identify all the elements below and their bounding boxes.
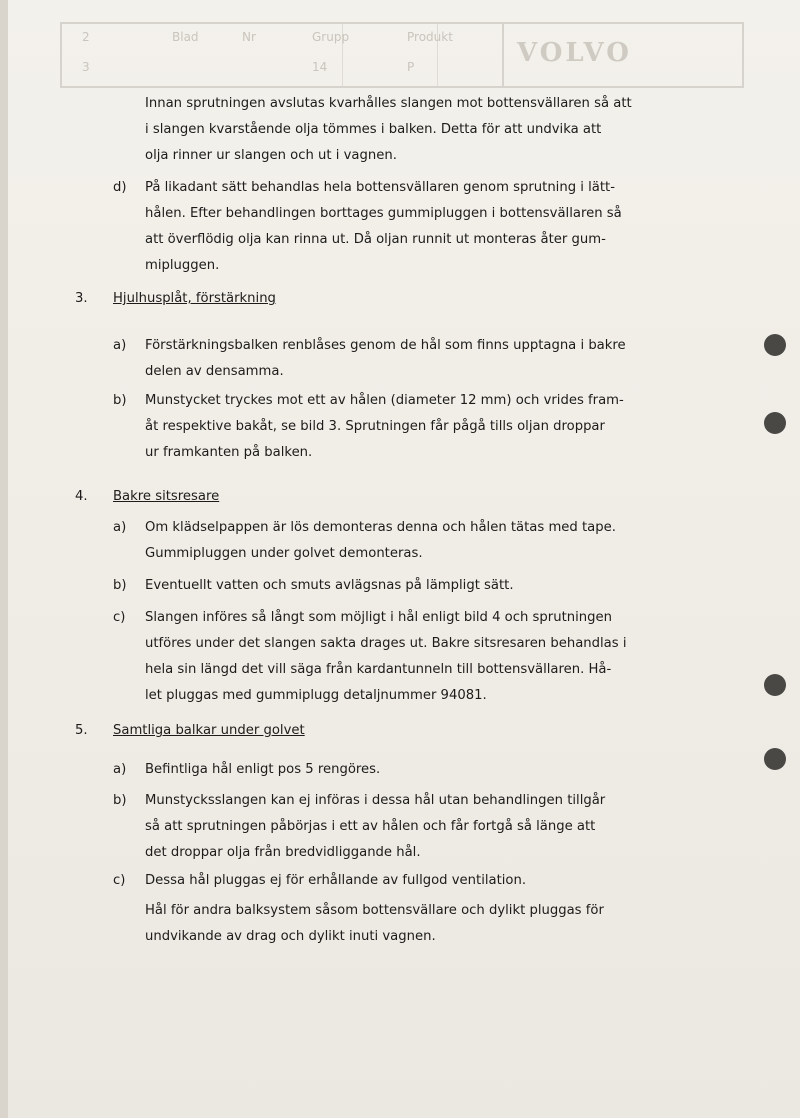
text-line: undvikande av drag och dylikt inuti vagnen. [145,929,436,944]
section-5-item-c [145,868,526,894]
item-marker: b) [113,393,127,408]
text-line: Slangen införes så långt som möjligt i hål enligt bild 4 och sprutningen [145,610,612,625]
text-line: Eventuellt vatten och smuts avlägsnas på lämpligt sätt. [145,578,514,593]
header-produkt-label: Produkt [407,30,453,44]
item-marker: d) [113,180,127,195]
text-line: Munstycksslangen kan ej införas i dessa hål utan behandlingen tillgår [145,793,606,808]
text-line: att överflödig olja kan rinna ut. Då oljan runnit ut monteras åter gum- [145,232,606,247]
section-4-item-a [145,515,616,567]
section-5-item-a [145,757,380,783]
text-line: Hål för andra balksystem såsom bottensvällare och dylikt pluggas för [145,903,604,918]
item-d-text [145,175,622,279]
section-3-heading: Hjulhusplåt, förstärkning [113,291,276,306]
section-5-heading: Samtliga balkar under golvet [113,723,305,738]
text-line: Dessa hål pluggas ej för erhållande av fullgod ventilation. [145,873,527,888]
punch-hole [764,674,786,696]
section-5-note [145,898,604,950]
text-line: åt respektive bakåt, se bild 3. Sprutningen får pågå tills oljan droppar [145,419,605,434]
text-line: så att sprutningen påbörjas i ett av hålen och får fortgå så länge att [145,819,596,834]
header-blad-label: Blad [172,30,199,44]
text-line: mipluggen. [145,258,220,273]
section-4-heading: Bakre sitsresare [113,489,220,504]
text-line: i slangen kvarstående olja tömmes i balken. Detta för att undvika att [145,122,602,137]
section-3-item-b [145,388,624,466]
header-grupp-label: Grupp [312,30,350,44]
header-produkt-value: P [407,60,415,74]
punch-hole [764,412,786,434]
item-marker: c) [113,610,126,625]
item-marker: c) [113,873,126,888]
text-line: Gummipluggen under golvet demonteras. [145,546,423,561]
text-line: hela sin längd det vill säga från kardantunneln till bottensvällaren. Hå- [145,662,612,677]
header-grupp-value: 14 [312,60,328,74]
text-line: Munstycket tryckes mot ett av hålen (diameter 12 mm) och vrides fram- [145,393,624,408]
item-marker: b) [113,578,127,593]
intro-paragraph [145,91,632,169]
volvo-logo: VOLVO [517,38,632,68]
text-line: Förstärkningsbalken renblåses genom de hål som finns upptagna i bakre [145,338,626,353]
section-number: 3. [75,291,88,306]
header-table [60,22,744,88]
header-divider [502,24,504,86]
section-number: 4. [75,489,88,504]
item-marker: a) [113,338,127,353]
punch-hole [764,748,786,770]
item-marker: a) [113,520,127,535]
page-edge-shadow [0,0,8,1118]
text-line: det droppar olja från bredvidliggande hål. [145,845,421,860]
text-line: delen av densamma. [145,364,284,379]
text-line: På likadant sätt behandlas hela bottensvällaren genom sprutning i lätt- [145,180,615,195]
section-4-item-c [145,605,626,709]
text-line: Om klädselpappen är lös demonteras denna och hålen tätas med tape. [145,520,616,535]
section-number: 5. [75,723,88,738]
text-line: olja rinner ur slangen och ut i vagnen. [145,148,397,163]
text-line: utföres under det slangen sakta drages ut. Bakre sitsresaren behandlas i [145,636,627,651]
text-line: Innan sprutningen avslutas kvarhålles slangen mot bottensvällaren så att [145,96,632,111]
text-line: Befintliga hål enligt pos 5 rengöres. [145,762,381,777]
punch-hole [764,334,786,356]
section-4-item-b [145,573,514,599]
item-marker: a) [113,762,127,777]
header-nr-label: Nr [242,30,256,44]
text-line: hålen. Efter behandlingen borttages gummipluggen i bottensvällaren så [145,206,622,221]
header-blad-sub: 3 [82,60,90,74]
item-marker: b) [113,793,127,808]
section-3-item-a [145,333,626,385]
section-5-item-b [145,788,605,866]
text-line: ur framkanten på balken. [145,445,313,460]
text-line: let pluggas med gummiplugg detaljnummer 94081. [145,688,487,703]
header-blad-value: 2 [82,30,90,44]
